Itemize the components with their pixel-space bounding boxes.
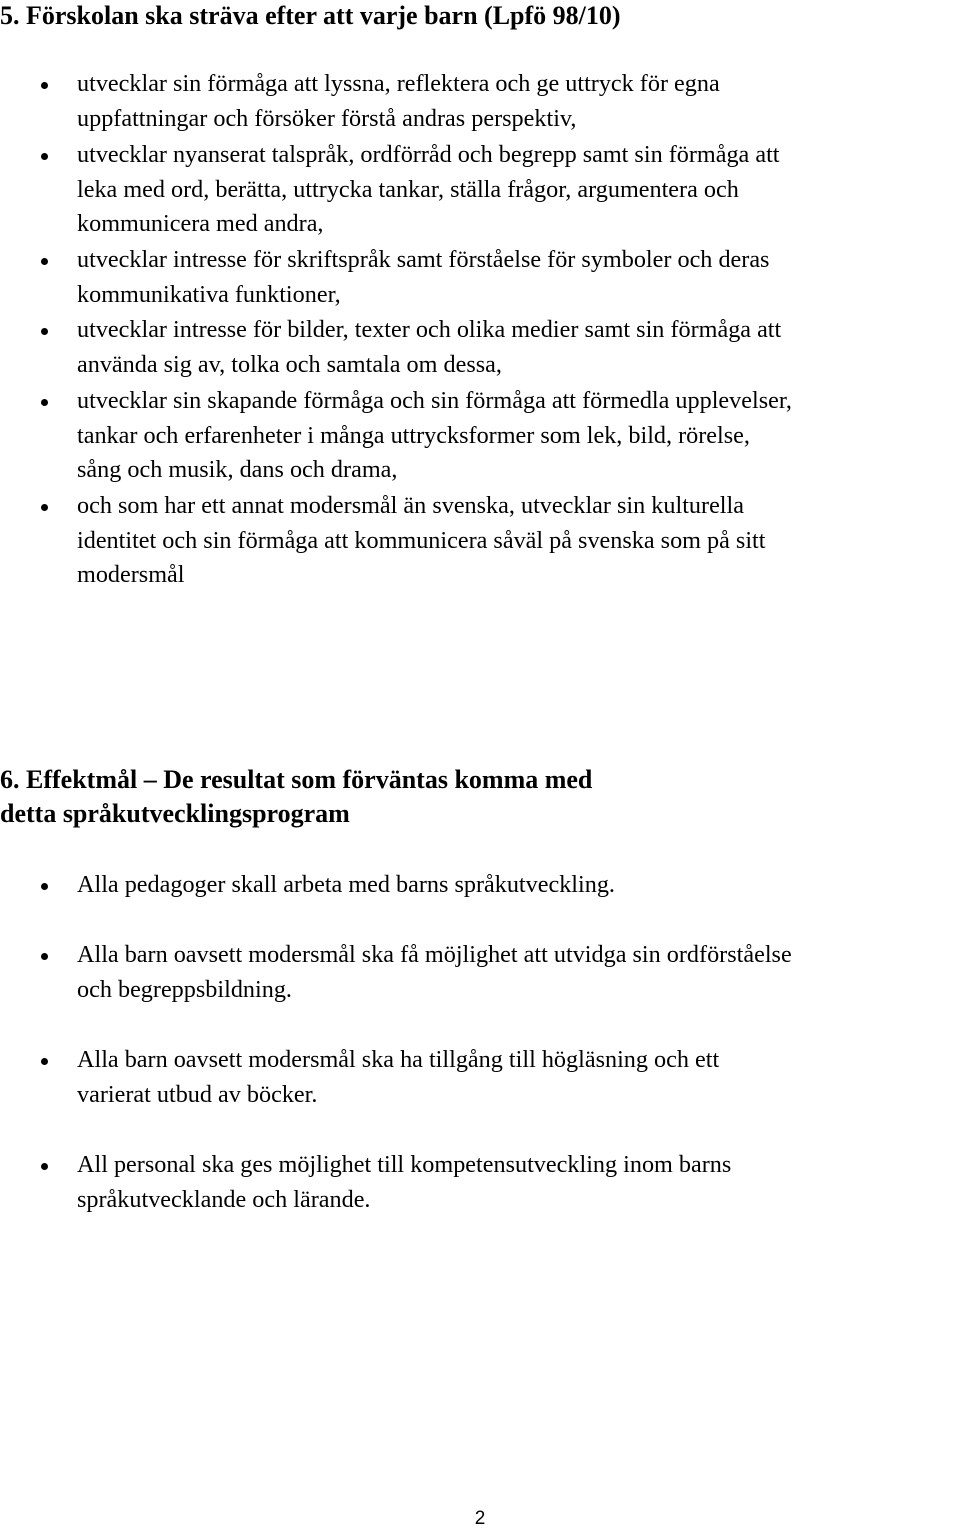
bullet-icon xyxy=(41,82,48,89)
section-6-heading: 6. Effektmål – De resultat som förväntas komma med xyxy=(0,765,593,794)
list-item-text: och som har ett annat modersmål än svenska, utvecklar sin kulturella identitet och sin förmåga att kommunicera såväl på svenska som på sitt modersmål xyxy=(77,492,766,589)
list-item-text: utvecklar sin förmåga att lyssna, reflektera och ge uttryck för egna uppfattningar och försöker förstå andras perspektiv, xyxy=(77,70,720,132)
section-6-heading-continued: detta språkutvecklingsprogram xyxy=(0,799,350,828)
bullet-icon xyxy=(41,328,48,335)
list-item-text: Alla barn oavsett modersmål ska ha tillgång till högläsning och ett varierat utbud av böcker. xyxy=(77,1046,720,1108)
list-item-text: Alla pedagoger skall arbeta med barns språkutveckling. xyxy=(77,871,615,898)
section-5-heading: 5. Förskolan ska sträva efter att varje barn (Lpfö 98/10) xyxy=(0,1,621,30)
bullet-icon xyxy=(41,1058,48,1065)
bullet-icon xyxy=(41,153,48,160)
bullet-icon xyxy=(41,258,48,265)
list-item-text: All personal ska ges möjlighet till kompetensutveckling inom barns språkutvecklande och lärande. xyxy=(77,1151,732,1213)
list-item-text: Alla barn oavsett modersmål ska få möjlighet att utvidga sin ordförståelse och begreppsbildning. xyxy=(77,941,792,1003)
bullet-icon xyxy=(41,883,48,890)
bullet-icon xyxy=(41,399,48,406)
list-item-text: utvecklar intresse för skriftspråk samt förståelse för symboler och deras kommunikativa funktioner, xyxy=(77,246,770,308)
bullet-icon xyxy=(41,1163,48,1170)
page-number: 2 xyxy=(474,1508,486,1529)
bullet-icon xyxy=(41,504,48,511)
list-item-text: utvecklar sin skapande förmåga och sin förmåga att förmedla upplevelser, tankar och erfarenheter i många uttrycksformer som lek, bild, rörelse, sång och musik, dans och drama, xyxy=(77,387,792,484)
list-item-text: utvecklar intresse för bilder, texter och olika medier samt sin förmåga att använda sig av, tolka och samtala om dessa, xyxy=(77,316,782,378)
bullet-icon xyxy=(41,953,48,960)
list-item-text: utvecklar nyanserat talspråk, ordförråd och begrepp samt sin förmåga att leka med ord, berätta, uttrycka tankar, ställa frågor, argumentera och kommunicera med andra, xyxy=(77,141,780,238)
